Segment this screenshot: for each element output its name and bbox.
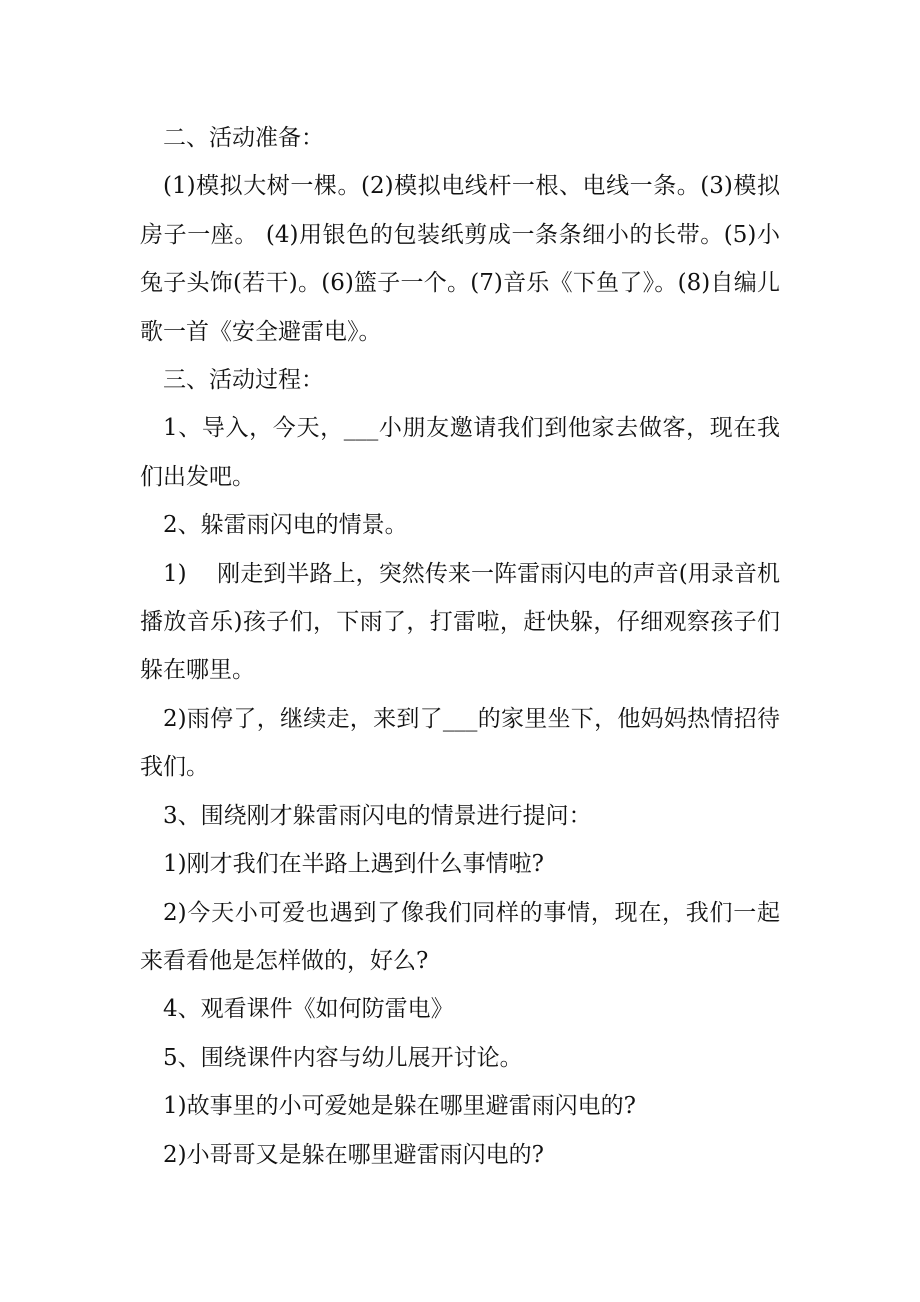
step-4-paragraph: 4、观看课件《如何防雷电》 bbox=[163, 996, 454, 1023]
step-5-item-2-paragraph: 2)小哥哥又是躲在哪里避雷雨闪电的? bbox=[163, 1141, 544, 1168]
step-3-item-2-paragraph: 2)今天小可爱也遇到了像我们同样的事情，现在，我们一起来看看他是怎样做的，好么? bbox=[140, 899, 780, 974]
step-5-item-1-paragraph: 1)故事里的小可爱她是躲在哪里避雷雨闪电的? bbox=[163, 1093, 636, 1120]
preparation-list-paragraph: (1)模拟大树一棵。(2)模拟电线杆一根、电线一条。(3)模拟房子一座。 (4)用银色的包装纸剪成一条条细小的长带。(5)小兔子头饰(若干)。(6)篮子一个。(7)音乐《下鱼了》。(8)自编儿歌一首《安全避雷电》。 bbox=[140, 173, 780, 345]
step-2-item-2-paragraph: 2)雨停了，继续走，来到了___的家里坐下，他妈妈热情招待我们。 bbox=[140, 705, 780, 781]
step-2-item-1-paragraph: 1) 刚走到半路上，突然传来一阵雷雨闪电的声音(用录音机播放音乐)孩子们，下雨了，打雷啦，赶快躲，仔细观察孩子们躲在哪里。 bbox=[140, 560, 780, 684]
section-heading-process: 三、活动过程： bbox=[163, 367, 324, 394]
step-1-paragraph: 1、导入，今天，___小朋友邀请我们到他家去做客，现在我们出发吧。 bbox=[140, 415, 780, 490]
step-3-item-1-paragraph: 1)刚才我们在半路上遇到什么事情啦? bbox=[163, 851, 544, 878]
step-2-paragraph: 2、躲雷雨闪电的情景。 bbox=[163, 512, 408, 539]
document-body bbox=[140, 114, 780, 1179]
step-5-paragraph: 5、围绕课件内容与幼儿展开讨论。 bbox=[163, 1044, 523, 1071]
step-3-paragraph: 3、围绕刚才躲雷雨闪电的情景进行提问： bbox=[163, 802, 592, 829]
section-heading-preparation: 二、活动准备： bbox=[163, 125, 324, 151]
